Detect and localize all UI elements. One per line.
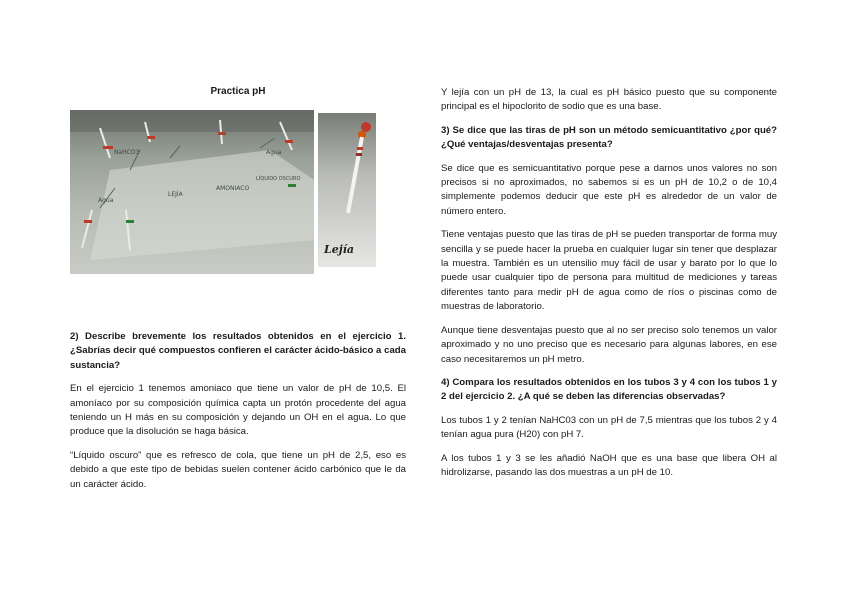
answer-2-paragraph-2: “Líquido oscuro” que es refresco de cola, que tiene un pH de 2,5, eso es debido a que este tipo de bebidas suelen contener ácido carbónico que le da un carácter ácido. xyxy=(70,449,406,490)
lejia-strip-photo xyxy=(318,113,376,267)
label-nahco3: NaHCO3 xyxy=(114,149,140,156)
right-column xyxy=(441,86,777,489)
ph-strips-table-photo xyxy=(70,110,314,274)
answer-3-paragraph-2: Tiene ventajas puesto que las tiras de pH se pueden transportar de forma muy sencilla y se puede hacer la prueba en cualquier lugar sin tener que desplazar la muestra. También es un utensilio muy fácil de usar y barato por lo que lo puede usar cualquier tipo de persona para multitud de mediciones y tareas diferentes tanto para medir pH de agua como de ríos o piscinas como de muestras de laboratorio. xyxy=(441,229,777,313)
label-liquido-oscuro: LÍQUIDO OSCURO xyxy=(256,176,301,182)
question-2: 2) Describe brevemente los resultados obtenidos en el ejercicio 1. ¿Sabrías decir qué compuestos confieren el carácter ácido-básico a cada sustancia? xyxy=(70,331,406,371)
label-lejia-handwritten: Lejía xyxy=(324,243,355,256)
label-lejia: LEJÍA xyxy=(168,191,183,198)
answer-4-paragraph-1: Los tubos 1 y 2 tenían NaHC03 con un pH de 7,5 mientras que los tubos 2 y 4 tenían agua pura (H20) con pH 7. xyxy=(441,414,777,441)
answer-4-paragraph-2: A los tubos 1 y 3 se les añadió NaOH que es una base que libera OH al hidrolizarse, pasando las dos muestras a un pH de 10. xyxy=(441,452,777,478)
answer-2-paragraph-1: En el ejercicio 1 tenemos amoniaco que tiene un valor de pH de 10,5. El amoníaco por su composición química capta un protón procedente del agua teniendo un H más en su composición y dejando un OH en el agua. Lo que produce que la disolución se haga básica. xyxy=(70,383,406,438)
label-agua-bottom: Agua xyxy=(98,197,114,204)
page-title: Practica pH xyxy=(210,86,266,97)
question-4: 4) Compara los resultados obtenidos en los tubos 3 y 4 con los tubos 1 y 2 del ejercicio 2. ¿A qué se deben las diferencias observadas? xyxy=(441,376,777,403)
label-amoniaco: AMONIACO xyxy=(216,185,250,192)
answer-3-paragraph-1: Se dice que es semicuantitativo porque pese a darnos unos valores no son precisos si no aproximados, no sabemos si es un pH de 10,2 o de 10,4 simplemente podemos deducir que este pH es alrededor de un valor de número entero. xyxy=(441,162,777,217)
question-3: 3) Se dice que las tiras de pH son un método semicuantitativo ¿por qué? ¿Qué ventajas/desventajas presenta? xyxy=(441,124,777,151)
label-agua-top: Agua xyxy=(266,149,282,156)
answer-2-paragraph-3: Y lejía con un pH de 13, la cual es pH básico puesto que su componente principal es el hipoclorito de sodio que es una base. xyxy=(441,87,777,113)
answer-3-paragraph-3: Aunque tiene desventajas puesto que al no ser preciso solo tenemos un valor aproximado y no uno preciso que es necesario para algunas labores, en ese caso necesitaremos un pH metro. xyxy=(441,324,777,365)
left-column xyxy=(70,330,406,501)
